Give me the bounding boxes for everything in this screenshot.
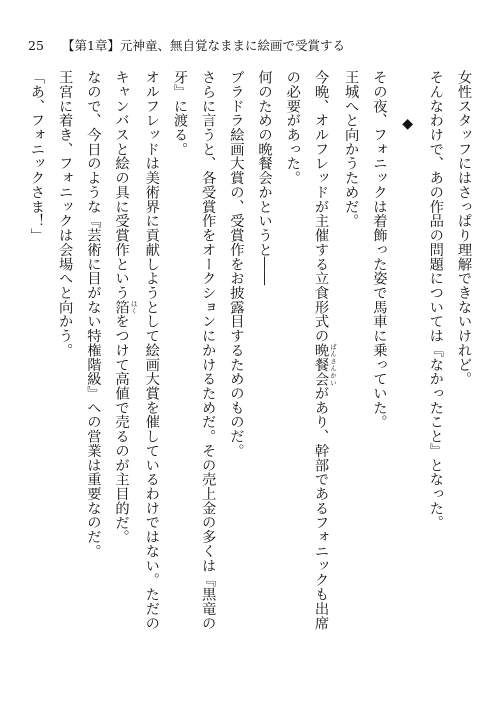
section-break-diamond: ◆ (399, 116, 416, 133)
text-line: 何のための晩餐会かというと―― (256, 70, 273, 286)
running-header (28, 36, 480, 56)
text-line: 「あ、フォニックさま！」 (28, 70, 45, 243)
text-line: 王宮に着き、フォニックは会場へと向かう。 (57, 70, 74, 358)
text-line: 王城へと向かうためだ。 (343, 70, 360, 228)
text-line: 牙』に渡る。 (171, 70, 188, 157)
vertical-text-body (13, 70, 478, 670)
text-line-with-ruby: 今晩、オルフレッドが主催する立食形式の晩餐会 ばんさんかいがあり、幹部であるフォニックも出席 (312, 70, 337, 631)
text-line: その夜、フォニックは着飾った姿で馬車に乗っていた。 (371, 70, 388, 429)
text-line: 女性スタッフにはさっぱり理解できないけれど。 (456, 70, 472, 386)
text-line: の必要があった。 (284, 70, 301, 185)
text-line: そんなわけで、あの作品の問題については『なかったこと』となった。 (427, 70, 444, 530)
page-number: 25 (28, 38, 44, 53)
text-line-with-ruby: キャンバスと絵の具に受賞作という箔 はくをつけて高値で売るのが主目的だ。 (113, 70, 138, 544)
text-line: さらに言うと、各受賞作をオークションにかけるためだ。その売上金の多くは『黒竜の (200, 70, 217, 631)
ruby-foil: 箔 はく (113, 299, 138, 315)
text-line: なので、今日のような『芸術に目がない特権階級』への営業は重要なのだ。 (85, 70, 102, 559)
text-line: ブラドラ絵画大賞の、受賞作をお披露目するためのものだ。 (228, 70, 245, 458)
text-line: オルフレッドは美術界に貢献しようとして絵画大賞を催しているわけではない。ただの (143, 70, 160, 631)
ruby-banquet: 晩餐会 ばんさんかい (312, 342, 337, 386)
chapter-title: 【第1章】元神童、無自覚なままに絵画で受賞する (61, 38, 345, 53)
